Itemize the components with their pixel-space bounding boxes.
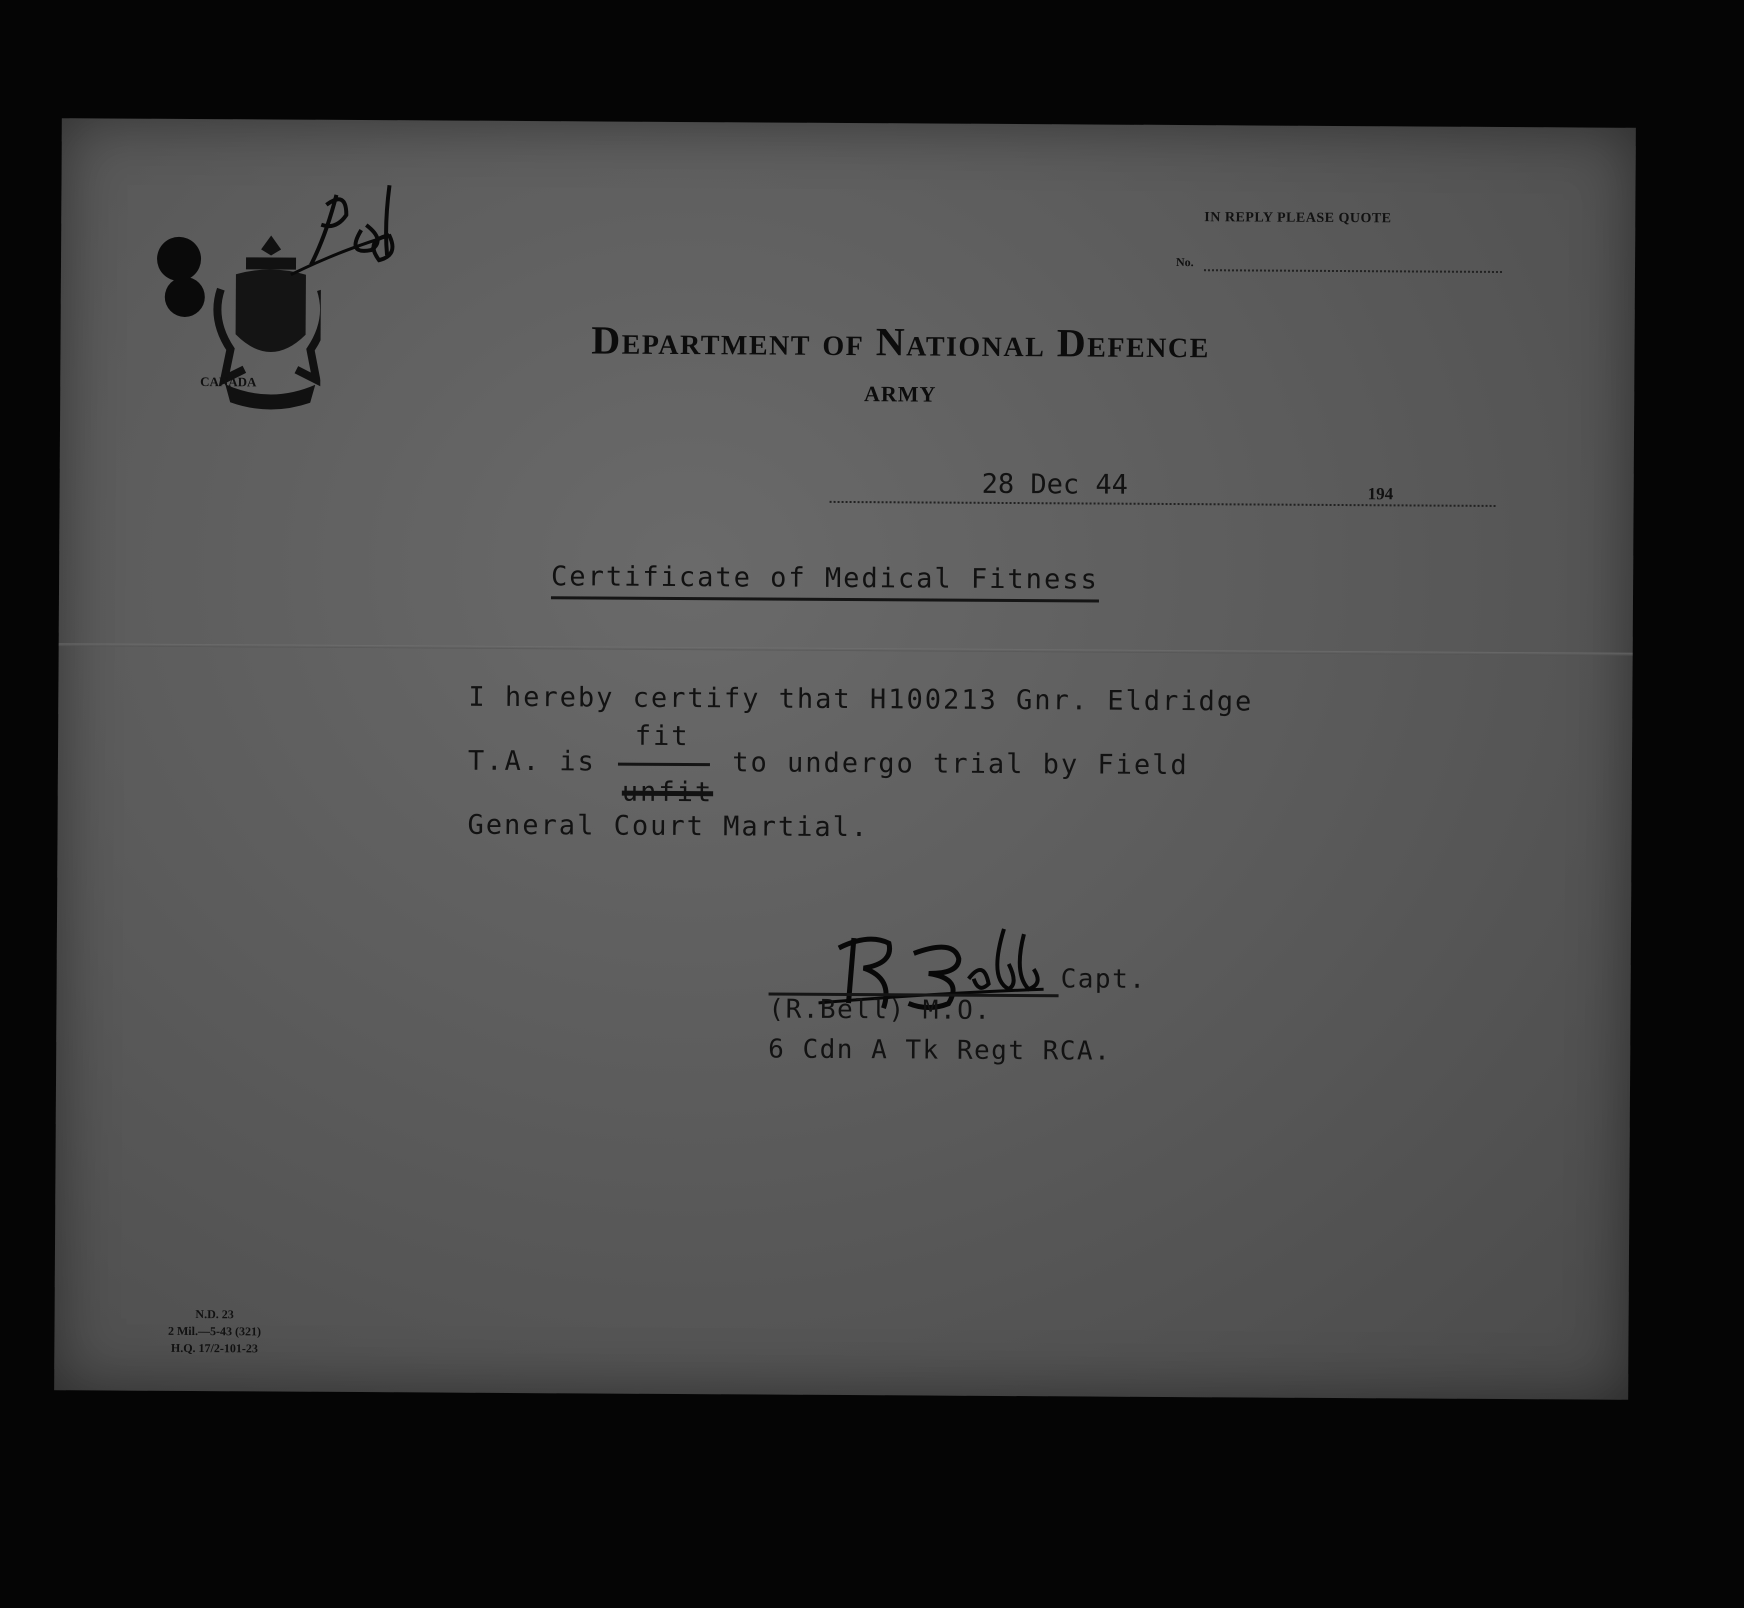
date-value: 28 Dec 44 [981,468,1129,501]
form-code-line-3: H.Q. 17/2-101-23 [170,1340,258,1356]
handwritten-initials [281,175,412,286]
fitness-option-selected: fit [634,720,690,753]
signature-block [768,923,1289,1116]
signatory-unit: 6 Cdn A Tk Regt RCA. [768,1034,1112,1067]
body-line-3: General Court Martial. [467,809,870,844]
form-code-line-1: N.D. 23 [195,1307,234,1322]
date-field [830,468,1496,509]
reference-number-field [1176,255,1502,277]
year-prefix: 194 [1367,484,1394,504]
form-code-line-2: 2 Mil.—5-43 (321) [167,1323,262,1339]
document-sheet [54,118,1636,1400]
fitness-option-struck: unfit [621,776,714,809]
signatory-rank: Capt. [1060,964,1147,995]
reply-quote-label: IN REPLY PLEASE QUOTE [1204,210,1392,227]
certificate-body [467,666,1368,863]
fitness-option-choice [614,720,714,809]
department-heading: Department of National Defence [591,317,1210,367]
branch-heading: ARMY [863,381,937,407]
signatory-name: (R.Bell) M.O. [768,994,992,1026]
emblem-caption: CANADA [200,374,257,390]
date-dotted-line [830,501,1496,507]
fold-crease [59,643,1633,656]
reference-number-label: No. [1175,255,1194,270]
reference-number-dotted-line [1204,269,1502,273]
body-line-2 [467,720,1368,809]
certificate-title: Certificate of Medical Fitness [551,561,1099,602]
form-code [124,1306,304,1358]
body-line-1: I hereby certify that H100213 Gnr. Eldridge [468,681,1254,718]
body-line-2-end: to undergo trial by Field [732,747,1189,782]
body-line-2-start: T.A. is [467,745,596,778]
